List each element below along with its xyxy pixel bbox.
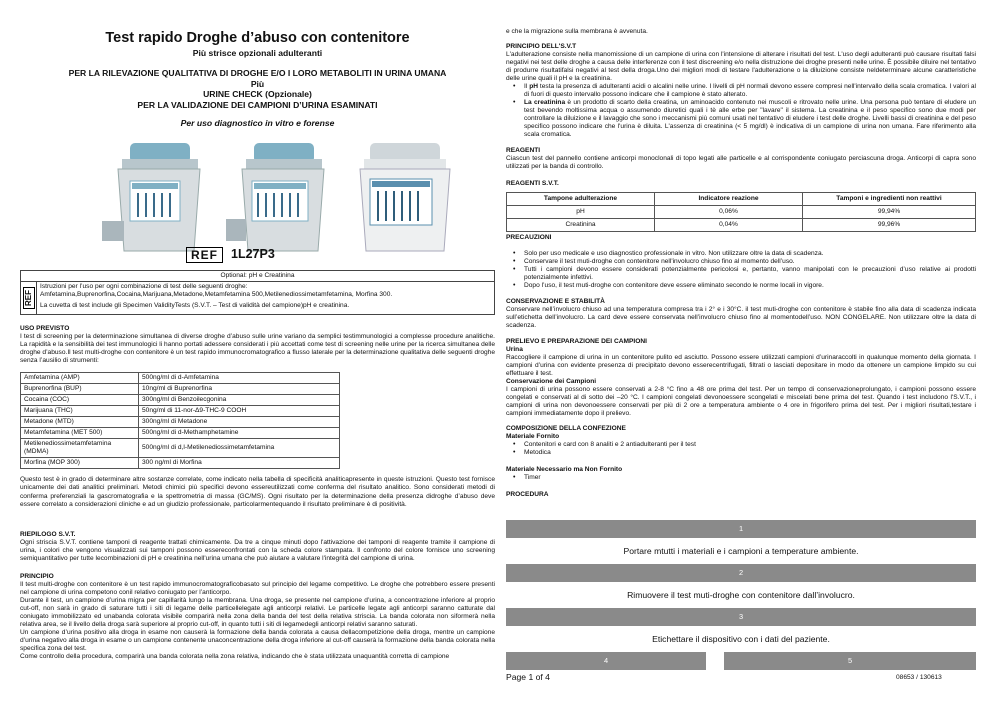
ref-vertical-box xyxy=(21,282,37,314)
prelievo-title: PRELIEVO E PREPARAZIONE DEI CAMPIONI xyxy=(506,337,647,345)
ref-row xyxy=(186,246,326,264)
list-item: • Timer xyxy=(516,474,976,482)
table-row xyxy=(21,395,340,406)
table-row xyxy=(21,417,340,428)
optional-box xyxy=(20,270,495,315)
right-column xyxy=(506,28,976,499)
table-cell: 500ng/ml di d-Methamphetamine xyxy=(139,428,340,439)
table-cell: pH xyxy=(507,205,655,218)
list-item: • Solo per uso medicale e uso diagnostico professionale in vitro. Non utilizzare oltre la data di scadenza. xyxy=(516,250,976,258)
principio-text-4: Come controllo della procedura, comparirà una banda colorata nella zona relativa, indicando che è stata utilizzata unaquantità corretta di campione xyxy=(20,653,450,660)
cup-photo-3 xyxy=(346,141,464,255)
table-cell: 300 ng/ml di Morfina xyxy=(139,458,340,469)
table-row xyxy=(21,439,340,458)
step-1-bar: 1 xyxy=(506,520,976,538)
step-4-bar: 4 xyxy=(506,652,706,670)
step-1-text: Portare mtutti i materiali e i campioni a temperature ambiente. xyxy=(623,546,859,556)
materiale-fornito-list xyxy=(516,441,976,457)
table-cell: 300ng/ml di Metadone xyxy=(139,417,340,428)
reagenti-th-1: Tampone adulterazione xyxy=(507,192,655,205)
left-column xyxy=(20,0,495,262)
table-cell: Metilenediossimetamfetamina (MDMA) xyxy=(21,439,139,458)
conservazione-campioni-text: I campioni di urina possono essere conservati a 2-8 °C fino a 48 ore prima del test. Per un tempo di conservazioneprolungato, i campioni possono essere congelati e conservati al di sotto dei –20 °C. I campioni congelati devonoessere scongelati e miscelati bene prima del test. Quando i test includono l'S.V.T., i campioni di urina non devonoessere conservati per più di 2 ore a temperatura ambiente o 4 ore in frigorifero prima del test. Per i migliori risultati,testare i campioni immediatamente dopo il prelievo. xyxy=(506,386,976,418)
diagnostic-use: Per uso diagnostico in vitro e forense xyxy=(180,118,335,129)
principio-text-3: Un campione d’urina positivo alla droga in esame non causerà la formazione della banda colorata a causa dellacompetizione della droga, mentre un campione d’urina negativo alla droga in esame o un campione contenente unaconcentrazione della droga inferiore al cut-off causerà la formazione della banda colorata nella specifica zona del test. xyxy=(20,628,495,652)
after-table-text: Questo test è in grado di determinare altre sostanze correlate, come indicato nella tabella di specificità analiticapresente in queste istruzioni. Questo test fornisce unicamente dei dati analitici preliminari. Metodi chimici più specifici devono essereutilizzati come conferma del risultato analitico. Sono considerati metodi di conferma preferenziali la gascromatografia e la spettrometria di massa (GC/MS). Ogni risultato per la determinazione della presenza didroghe d’abuso deve essere correlato a considerazioni cliniche e ad un giudizio professionale, particolarmentequando il risultato preliminare è di positività. xyxy=(20,476,495,508)
table-cell: 500ng/ml di d-Amfetamina xyxy=(139,373,340,384)
page-number: Page 1 of 4 xyxy=(506,672,550,682)
ref-symbol: REF xyxy=(186,247,223,263)
table-cell: 50ng/ml di 11-nor-Δ9-THC-9 COOH xyxy=(139,406,340,417)
uso-previsto-text: I test di screening per la determinazione simultanea di diverse droghe d’abuso sulle urine variano da semplici testimmunologici a complesse procedure analitiche. La rapidità e la sensibilità dei test immunologici li hanno portati adessere considerati i più accettati come test di screening nelle urine per la ricerca simultanea delle droghe d’abuso.Il test multi-droghe con contenitore è un test rapido immunocromatografico a flusso laterale per la determinazione qualitativa delle seguenti droghe senza l’ausilio di strumenti: xyxy=(20,333,496,365)
uso-previsto-title: USO PREVISTO xyxy=(20,325,70,332)
procedura-title: PROCEDURA xyxy=(506,491,549,499)
list-item: • Metodica xyxy=(516,449,976,457)
table-cell: 300ng/ml di Benzoilecgonina xyxy=(139,395,340,406)
intro-text: e che la migrazione sulla membrana è avvenuta. xyxy=(506,28,648,35)
table-cell: Metamfetamina (MET 500) xyxy=(21,428,139,439)
list-item: • Tutti i campioni devono essere considerati potenzialmente pericolosi e, pertanto, vanno manipolati con le precauzioni d’uso relative ai prodotti potenzialmente infettivi. xyxy=(516,266,976,282)
left-text-body xyxy=(20,325,495,661)
reagenti-svt-title: REAGENTI S.V.T. xyxy=(506,179,559,187)
principio-text-1: Il test multi-droghe con contenitore è un test rapido immunocromatograficobasato sul principio del legame competitivo. Le droghe che potrebbero essere presenti nel campione di urina competono conil relativo coniugato per l’anticorpo. xyxy=(20,580,495,596)
composizione-title: COMPOSIZIONE DELLA CONFEZIONE xyxy=(506,425,626,433)
document-title: Test rapido Droghe d’abuso con contenitore xyxy=(105,30,410,46)
optional-header: Optional: pH e Creatinina xyxy=(21,271,494,282)
table-row xyxy=(21,384,340,395)
table-cell: Buprenorfina (BUP) xyxy=(21,384,139,395)
table-cell: Marijuana (THC) xyxy=(21,406,139,417)
reagenti-th-2: Indicatore reazione xyxy=(655,192,803,205)
precauzioni-list xyxy=(516,250,976,290)
svt-bullet-creatinina: • La creatinina è un prodotto di scarto della creatina, un aminoacido contenuto nei muscoli e ritrovato nelle urine. Una persona può tentare di eludere un test bevendo moltissima acqua o assumendo diuretici quali i tè alle erbe per "lavare" il sistema. La creatinina e il peso specifico sono due modi per controllare la diluizione e il lavaggio che sono i meccanismi più comuni usati nel tentativo di eludere i test delle droghe. Livelli bassi di creatinina e del peso specifico possono indicare che l'urina è diluita. L'assenza di creatinina (< 5 mg/dl) è indicativa di un campione di urina non umana. Fare riferimento alla scala cromatica. xyxy=(516,99,976,139)
table-row xyxy=(507,218,976,231)
step-2-bar: 2 xyxy=(506,564,976,582)
table-cell: 500ng/ml di d,l-Metilenediossimetamfetamina xyxy=(139,439,340,458)
ref-vertical-label: REF xyxy=(23,287,35,309)
svt-bullet-ph: • Il pH testa la presenza di adulteranti acidi o alcalini nelle urine. I livelli di pH normali devono essere compresi nell'intervallo della scala cromatica. I valori al di fuori di questo intervallo possono indicare che il campione è stato alterato. xyxy=(516,83,976,99)
document-code: 08653 / 130613 xyxy=(896,674,942,681)
procedure-steps xyxy=(506,520,976,670)
table-row xyxy=(21,373,340,384)
headline-line-2: Più xyxy=(250,78,265,89)
table-cell: Amfetamina (AMP) xyxy=(21,373,139,384)
cup-photo-2 xyxy=(224,141,342,255)
reagenti-title: REAGENTI xyxy=(506,147,541,155)
svt-bullets xyxy=(516,83,976,139)
principio-svt-title: PRINCIPIO DELL'S.V.T xyxy=(506,43,577,51)
conservazione-title: CONSERVAZIONE E STABILITÀ xyxy=(506,297,605,305)
cup-photo-1 xyxy=(100,141,218,255)
materiale-non-fornito-list xyxy=(516,474,976,482)
urina-text: Raccogliere il campione di urina in un contenitore pulito ed asciutto. Possono essere utilizzati campioni d’urinaraccolti in qualunque momento della giornata. I campioni d’urina con evidente presenza di precipitato devono esserecentrifugati, filtrati o lasciati depositare in modo da ottenere un campione limpido su cui effettuare il test. xyxy=(506,353,976,377)
table-cell: 10ng/ml di Buprenorfina xyxy=(139,384,340,395)
product-photos xyxy=(20,139,495,259)
materiale-non-fornito-label: Materiale Necessario ma Non Fornito xyxy=(506,466,623,474)
conservazione-campioni-label: Conservazione dei Campioni xyxy=(506,378,597,385)
document-subtitle: Più strisce opzionali adulteranti xyxy=(192,47,323,58)
table-row xyxy=(21,428,340,439)
drug-table xyxy=(20,372,340,469)
optional-line-2: Amfetamina,Buprenorfina,Cocaina,Marijuana,Metadone,Metamfetamina 500,Metilenediossimetamfetamina, Morfina 300. xyxy=(40,291,393,299)
conservazione-text: Conservare nell’involucro chiuso ad una temperatura compresa tra i 2° e i 30°C. il test muti-droghe con contenitore è stabile fino alla data di scadenza indicata sull’etichetta dell’involucro. La card deve essere conservata nell’involucro chiuso fino al momentodell’uso. NON CONGELARE. Non utilizzare oltre la data di scadenza. xyxy=(506,305,976,329)
headline-line-4: PER LA VALIDAZIONE DEI CAMPIONI D’URINA ESAMINATI xyxy=(137,99,378,110)
table-row xyxy=(21,458,340,469)
table-cell: 99,94% xyxy=(803,205,976,218)
riepilogo-text: Ogni striscia S.V.T. contiene tamponi di reagente trattati chimicamente. Da tre a cinque minuti dopo l'attivazione dei tamponi di reagente tramite il campione di urina, i colori che vengono visualizzati sui tamponi possono essereconfrontati con la scheda colore stampata. Il confronto del colore fornisce uno screening semiquantitativo per tutte lecombinazioni di pH e creatinina nell'urina umana che può aiutare a valutare l'integrità del campione di urina. xyxy=(20,538,495,562)
table-cell: 0,06% xyxy=(655,205,803,218)
table-row xyxy=(21,406,340,417)
reagenti-th-3: Tamponi e ingredienti non reattivi xyxy=(803,192,976,205)
headline-line-1: PER LA RILEVAZIONE QUALITATIVA DI DROGHE E/O I LORO METABOLITI IN URINA UMANA xyxy=(68,68,447,79)
table-cell: 0,04% xyxy=(655,218,803,231)
reagenti-table xyxy=(506,192,976,232)
table-cell: Metadone (MTD) xyxy=(21,417,139,428)
optional-line-3: La cuvetta di test include gli Specimen ValidityTests (S.V.T. – Test di validità del campione)pH e creatinina. xyxy=(40,302,350,310)
principio-svt-text: L'adulterazione consiste nella manomissione di un campione di urina con l'intensione di alterare i risultati del test. L'uso degli adulteranti può causare risultati falsi negativi nei test delle droghe a causa delle interferenze con il test discreening e/o nella distruzione dei droghe presenti nelle urine. È possibile diluire nel tentativo di produrre risultatifalsi negativi al test della droga.Uno dei migliori modi di testare l'adulterazione o la diluizione consiste neldeterminare alcune caratteristiche delle urine quali il pH e la creatinina. xyxy=(506,51,977,83)
step-3-text: Etichettare il dispositivo con i dati del paziente. xyxy=(652,634,830,644)
table-cell: 99,96% xyxy=(803,218,976,231)
precauzioni-title: PRECAUZIONI xyxy=(506,233,552,241)
reagenti-text: Ciascun test del pannello contiene anticorpi monoclonali di topo legati alle particelle e al corrispondente coniugato perciascuna droga. Anticorpi di capra sono utilizzati per la banda di controllo. xyxy=(506,155,976,171)
materiale-fornito-label: Materiale Fornito xyxy=(506,433,560,441)
table-cell: Cocaina (COC) xyxy=(21,395,139,406)
principio-text-2: Durante il test, un campione d’urina migra per capillarità lungo la membrana. Una droga, se presente nel campione d’urina, a concentrazione inferiore al proprio cut-off, non sarà in grado di saturare tutti i siti di legame delle particellelegate agli anticorpi relativi. Le particelle legate agli anticorpi saranno catturate dal coniugato immobilizzato ed unabanda colorata visibile comparirà nella zona della banda del test della relativa striscia. La banda colorata non siformerà nella relativa area, se il livello della droga sarà superiore al proprio cut-off, in quanto tutti i siti di legamedegli anticorpi relativi saranno saturati. xyxy=(20,596,495,628)
headline-line-3: URINE CHECK (Opzionale) xyxy=(203,89,312,100)
optional-line-1: Istruzioni per l’uso per ogni combinazione di test delle seguenti droghe: xyxy=(40,283,248,291)
ref-code: 1L27P3 xyxy=(231,247,275,262)
table-cell: Creatinina xyxy=(507,218,655,231)
urina-label: Urina xyxy=(506,345,523,353)
step-5-bar: 5 xyxy=(724,652,976,670)
list-item: • Conservare il test muti-droghe con contenitore nell'involucro chiuso fino al momento dell’uso. xyxy=(516,258,976,266)
table-row xyxy=(507,205,976,218)
step-2-text: Rimuovere il test muti-droghe con contenitore dall’involucro. xyxy=(627,590,855,600)
principio-title: PRINCIPIO xyxy=(20,572,54,580)
step-3-bar: 3 xyxy=(506,608,976,626)
riepilogo-title: RIEPILOGO S.V.T. xyxy=(20,530,76,538)
table-cell: Morfina (MOP 300) xyxy=(21,458,139,469)
list-item: • Dopo l’uso, il test muti-droghe con contenitore deve essere eliminato secondo le norme locali in vigore. xyxy=(516,282,976,290)
list-item: • Contenitori e card con 8 analiti e 2 antiadulteranti per il test xyxy=(516,441,976,449)
